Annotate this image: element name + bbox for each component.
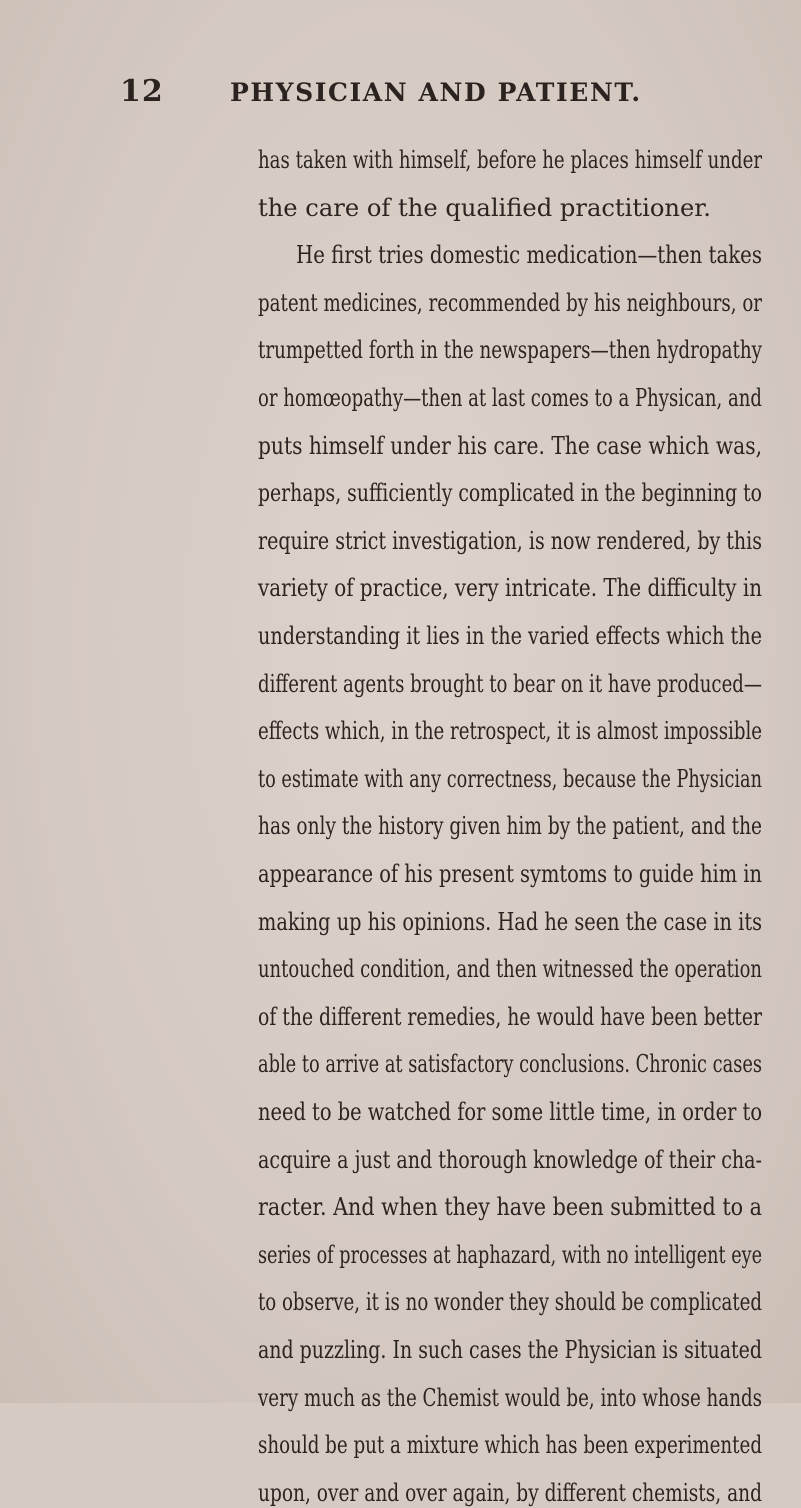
- text-line: has taken with himself, before he places himself under: [258, 146, 762, 174]
- text-line: to estimate with any correctness, because the Physician: [258, 764, 762, 793]
- text-line: untouched condition, and then witnessed the operation: [258, 955, 762, 984]
- text-line: He first tries domestic medication—then takes: [296, 241, 762, 270]
- text-line: of the different remedies, he would have been better: [258, 1002, 762, 1031]
- text-line: acquire a just and thorough knowledge of their cha-: [258, 1145, 762, 1174]
- text-line: to observe, it is no wonder they should be complicated: [258, 1288, 762, 1317]
- text-line: require strict investigation, is now rendered, by this: [258, 526, 762, 555]
- text-line: perhaps, sufficiently complicated in the beginning to: [258, 479, 762, 508]
- text-line: patent medicines, recommended by his neighbours, or: [258, 288, 762, 317]
- text-line: making up his opinions. Had he seen the case in its: [258, 907, 762, 936]
- text-line: need to be watched for some little time, in order to: [258, 1098, 762, 1126]
- text-line: trumpetted forth in the newspapers—then hydropathy: [258, 336, 762, 365]
- text-line: puts himself under his care. The case which was,: [258, 431, 762, 460]
- text-line: variety of practice, very intricate. The difficulty in: [258, 574, 762, 603]
- text-line: the care of the qualified practitioner.: [258, 193, 711, 222]
- text-line: has only the history given him by the patient, and the: [258, 812, 762, 841]
- text-line: series of processes at haphazard, with no intelligent eye: [258, 1240, 762, 1269]
- text-line: understanding it lies in the varied effects which the: [258, 622, 762, 650]
- text-line: or homœopathy—then at last comes to a Physican, and: [258, 384, 762, 412]
- text-line: upon, over and over again, by different chemists, and: [258, 1478, 762, 1507]
- running-head: PHYSICIAN AND PATIENT.: [230, 78, 642, 107]
- text-line: able to arrive at satisfactory conclusions. Chronic cases: [258, 1050, 762, 1079]
- text-line: effects which, in the retrospect, it is almost impossible: [258, 717, 762, 746]
- text-line: different agents brought to bear on it have produced—: [258, 669, 762, 698]
- text-line: and puzzling. In such cases the Physician is situated: [258, 1336, 762, 1364]
- text-line: appearance of his present symtoms to guide him in: [258, 860, 762, 888]
- text-line: racter. And when they have been submitted to a: [258, 1193, 762, 1222]
- page-header: [0, 74, 801, 114]
- page-number: 12: [120, 74, 164, 109]
- text-line: very much as the Chemist would be, into whose hands: [258, 1383, 762, 1412]
- text-line: should be put a mixture which has been experimented: [258, 1431, 762, 1460]
